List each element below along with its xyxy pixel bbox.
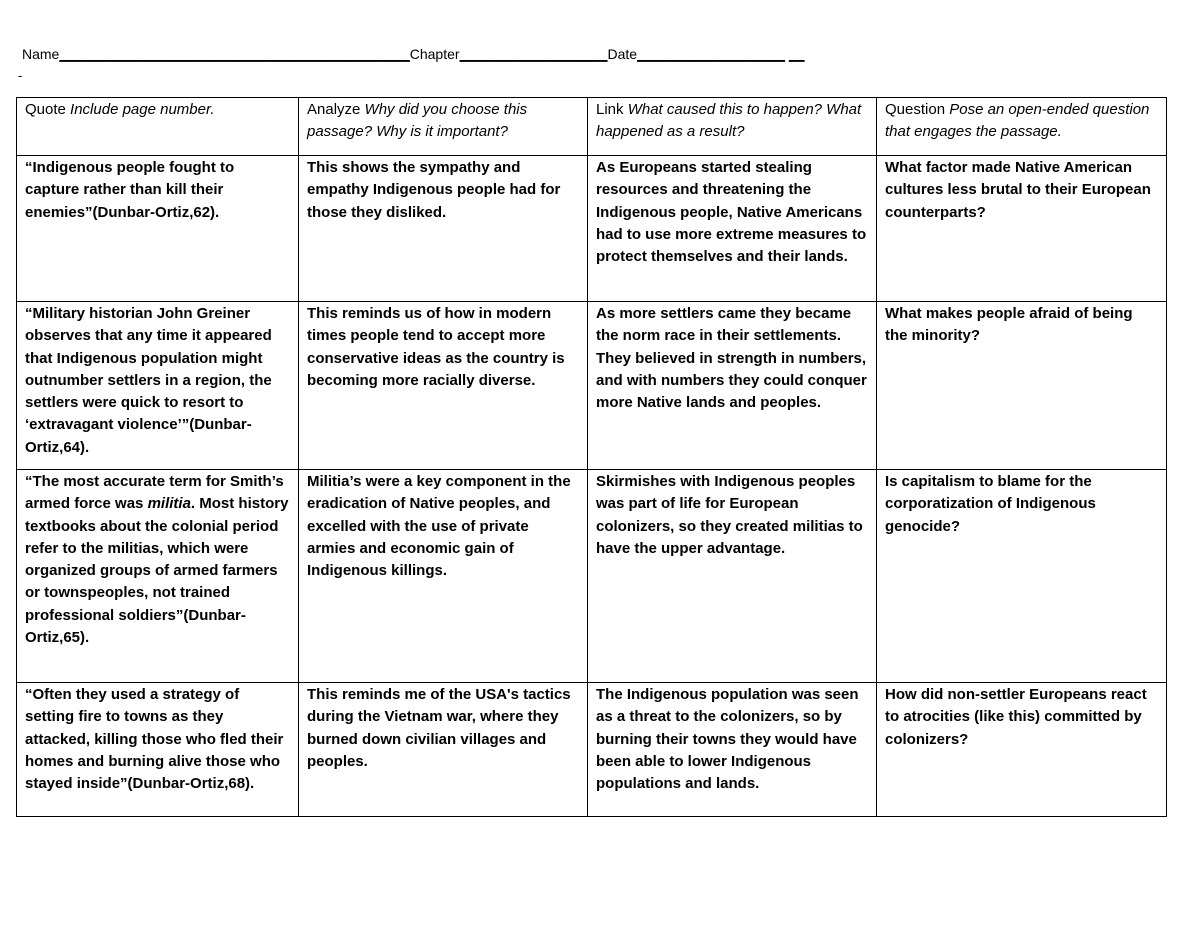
column-header-quote	[17, 98, 299, 156]
column-hint: What caused this to happen? What happened as a result?	[596, 101, 862, 141]
quote-cell: “Indigenous people fought to capture rather than kill their enemies”(Dunbar-Ortiz,62).	[17, 156, 299, 302]
column-label: Link	[596, 101, 624, 118]
column-label: Quote	[25, 101, 66, 118]
question-cell: Is capitalism to blame for the corporatization of Indigenous genocide?	[877, 470, 1167, 683]
date-label: Date	[607, 46, 638, 62]
worksheet-header	[22, 46, 804, 62]
table-row	[17, 470, 1167, 683]
link-cell: As Europeans started stealing resources and threatening the Indigenous people, Native Americans had to use more extreme measures to protect themselves and their lands.	[588, 156, 877, 302]
table-row	[17, 683, 1167, 817]
chapter-label: Chapter	[409, 46, 460, 62]
date-blank: ___________________	[637, 46, 786, 62]
link-cell: As more settlers came they became the norm race in their settlements. They believed in strength in numbers, and with numbers they could conquer more Native lands and peoples.	[588, 302, 877, 470]
quote-cell	[17, 470, 299, 683]
column-header-question	[877, 98, 1167, 156]
chapter-blank: ___________________	[459, 46, 608, 62]
stray-mark: -	[18, 68, 23, 83]
question-cell: What makes people afraid of being the minority?	[877, 302, 1167, 470]
question-cell: How did non-settler Europeans react to atrocities (like this) committed by colonizers?	[877, 683, 1167, 817]
trailing-blank: __	[788, 46, 805, 62]
table-row	[17, 302, 1167, 470]
analyze-cell: This reminds me of the USA's tactics during the Vietnam war, where they burned down civilian villages and peoples.	[299, 683, 588, 817]
name-blank: _____________________________________________	[59, 46, 410, 62]
link-cell: Skirmishes with Indigenous peoples was part of life for European colonizers, so they created militias to have the upper advantage.	[588, 470, 877, 683]
column-hint: Why did you choose this passage? Why is it important?	[307, 101, 528, 141]
link-cell: The Indigenous population was seen as a threat to the colonizers, so by burning their towns they would have been able to lower Indigenous populations and lands.	[588, 683, 877, 817]
column-header-link	[588, 98, 877, 156]
analyze-cell: This reminds us of how in modern times people tend to accept more conservative ideas as the country is becoming more racially diverse.	[299, 302, 588, 470]
name-label: Name	[22, 46, 60, 62]
quote-analysis-table	[16, 97, 1167, 817]
column-label: Question	[885, 101, 946, 118]
header-row	[17, 98, 1167, 156]
quote-text: “The most accurate term for Smith’s armed force was	[25, 473, 284, 513]
quote-cell: “Military historian John Greiner observes that any time it appeared that Indigenous population might outnumber settlers in a region, the settlers were quick to resort to ‘extravagant violence’”(Dunbar-Ortiz,64).	[17, 302, 299, 470]
analyze-cell: Militia’s were a key component in the eradication of Native peoples, and excelled with the use of private armies and economic gain of Indigenous killings.	[299, 470, 588, 683]
column-label: Analyze	[307, 101, 361, 118]
table-row	[17, 156, 1167, 302]
quote-cell: “Often they used a strategy of setting fire to towns as they attacked, killing those who fled their homes and burning alive those who stayed inside”(Dunbar-Ortiz,68).	[17, 683, 299, 817]
question-cell: What factor made Native American cultures less brutal to their European counterparts?	[877, 156, 1167, 302]
column-hint: Pose an open-ended question that engages the passage.	[885, 101, 1150, 141]
quote-text: . Most history textbooks about the colonial period refer to the militias, which were organized groups of armed farmers or townspeoples, not trained professional soldiers”(Dunbar-Ortiz,65).	[25, 495, 289, 647]
column-hint: Include page number.	[70, 101, 215, 118]
quote-emphasis: militia	[147, 495, 191, 513]
analyze-cell: This shows the sympathy and empathy Indigenous people had for those they disliked.	[299, 156, 588, 302]
column-header-analyze	[299, 98, 588, 156]
